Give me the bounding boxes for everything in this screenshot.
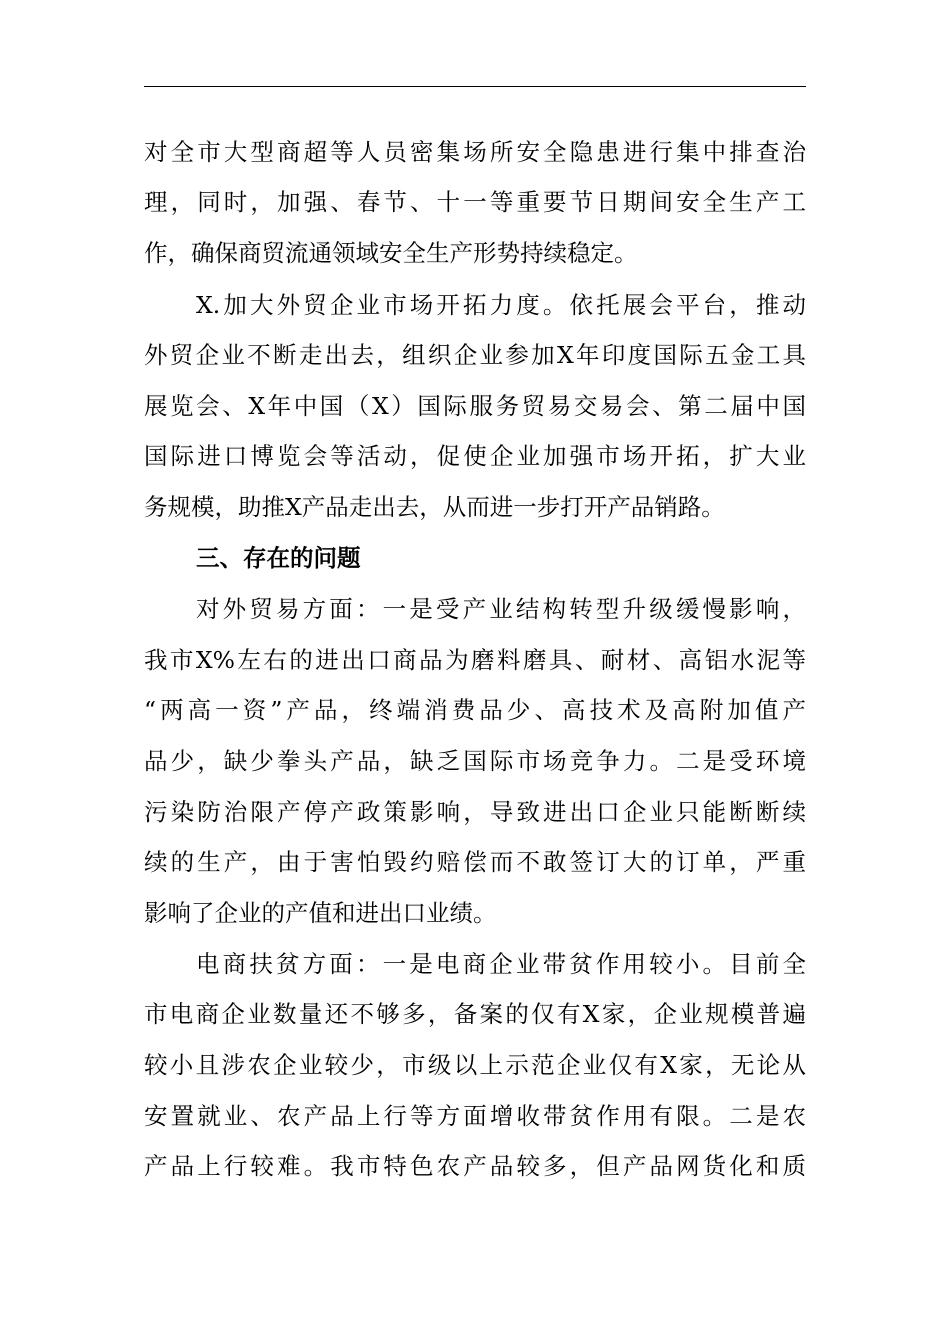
paragraph-line: 展览会、X年中国（X）国际服务贸易交易会、第二届中国 [144, 392, 806, 420]
paragraph-line: X.加大外贸企业市场开拓力度。依托展会平台，推动 [196, 291, 806, 319]
paragraph-line: 污染防治限产停产政策影响，导致进出口企业只能断断续 [144, 798, 806, 826]
paragraph-line: 对全市大型商超等人员密集场所安全隐患进行集中排查治 [144, 138, 806, 166]
paragraph-line: 较小且涉农企业较少，市级以上示范企业仅有X家，无论从 [144, 1051, 806, 1079]
paragraph-line: 产品上行较难。我市特色农产品较多，但产品网货化和质 [144, 1152, 806, 1180]
paragraph-line: 电商扶贫方面：一是电商企业带贫作用较小。目前全 [196, 950, 806, 978]
paragraph-line: 续的生产，由于害怕毁约赔偿而不敢签订大的订单，严重 [144, 848, 806, 876]
paragraph-line: “两高一资”产品，终端消费品少、高技术及高附加值产 [144, 696, 806, 724]
section-heading: 三、存在的问题 [196, 544, 361, 572]
header-rule [144, 86, 806, 87]
paragraph-line: 作，确保商贸流通领域安全生产形势持续稳定。 [144, 239, 638, 267]
paragraph-line: 影响了企业的产值和进出口业绩。 [144, 899, 497, 927]
paragraph-line: 国际进口博览会等活动，促使企业加强市场开拓，扩大业 [144, 442, 806, 470]
paragraph-line: 市电商企业数量还不够多，备案的仅有X家，企业规模普遍 [144, 1000, 806, 1028]
paragraph-line: 务规模，助推X产品走出去，从而进一步打开产品销路。 [144, 493, 725, 521]
paragraph-line: 理，同时，加强、春节、十一等重要节日期间安全生产工 [144, 188, 806, 216]
paragraph-line: 外贸企业不断走出去，组织企业参加X年印度国际五金工具 [144, 341, 806, 369]
paragraph-line: 对外贸易方面：一是受产业结构转型升级缓慢影响， [196, 595, 806, 623]
paragraph-line: 品少，缺少拳头产品，缺乏国际市场竞争力。二是受环境 [144, 747, 806, 775]
paragraph-line: 我市X%左右的进出口商品为磨料磨具、耐材、高铝水泥等 [144, 646, 806, 674]
paragraph-line: 安置就业、农产品上行等方面增收带贫作用有限。二是农 [144, 1102, 806, 1130]
